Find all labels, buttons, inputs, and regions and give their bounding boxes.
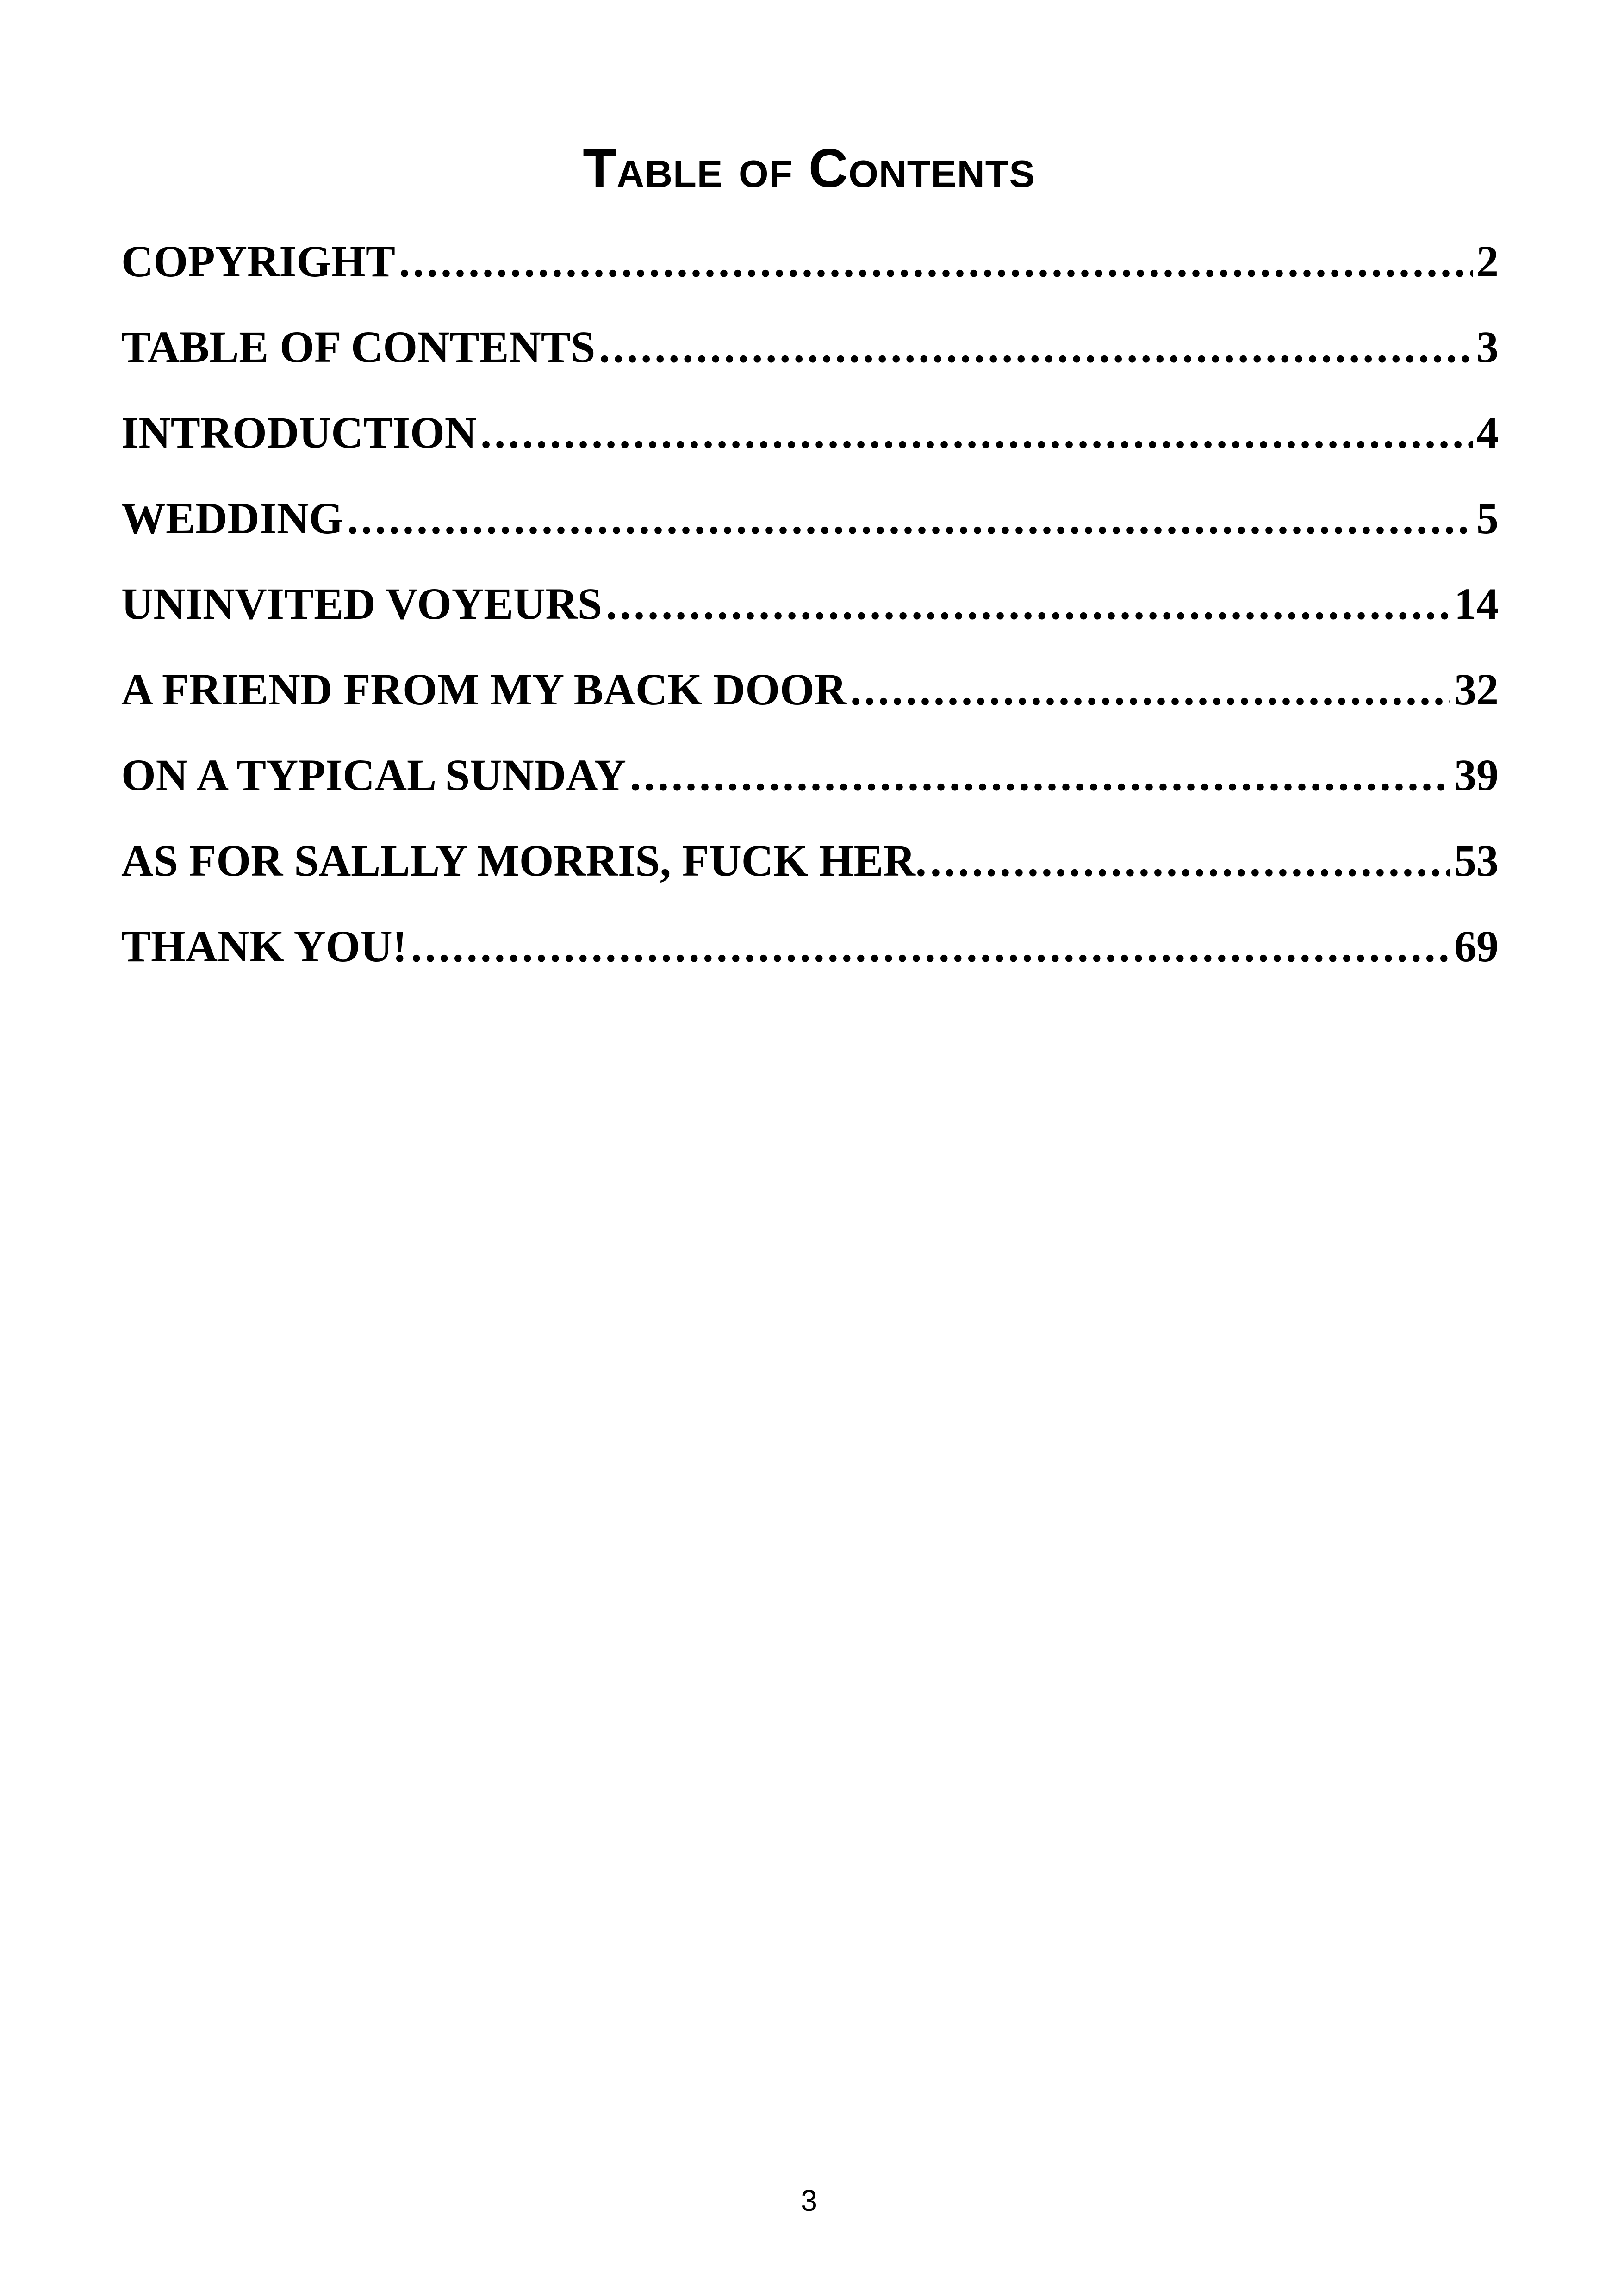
- toc-entry[interactable]: [121, 403, 1499, 488]
- toc-entry-title: WEDDING: [121, 493, 344, 543]
- page-title: Table of Contents: [583, 138, 1035, 199]
- toc-entry[interactable]: [121, 317, 1499, 403]
- toc-page-number: 53: [1454, 836, 1499, 885]
- toc-entry-title: COPYRIGHT: [121, 236, 396, 286]
- dot-leader: [480, 403, 1473, 463]
- toc-entry-title: AS FOR SALLLY MORRIS, FUCK HER.: [121, 836, 927, 885]
- dot-leader: [630, 745, 1450, 805]
- toc-entry-title: THANK YOU!: [121, 921, 407, 971]
- dot-leader: [411, 916, 1450, 977]
- toc-page-number: 2: [1476, 236, 1499, 286]
- toc-page-number: 5: [1476, 493, 1499, 543]
- dot-leader: [850, 660, 1450, 720]
- toc-entry[interactable]: [121, 831, 1499, 916]
- toc-page-number: 3: [1476, 322, 1499, 372]
- toc-page-number: 32: [1454, 665, 1499, 714]
- dot-leader: [930, 831, 1450, 891]
- toc-page-number: 4: [1476, 408, 1499, 457]
- toc-entry-title: TABLE OF CONTENTS: [121, 322, 596, 372]
- toc-entry[interactable]: [121, 231, 1499, 317]
- toc-entry[interactable]: [121, 574, 1499, 660]
- dot-leader: [347, 488, 1473, 548]
- page-number: 3: [801, 2184, 817, 2217]
- toc-entry[interactable]: [121, 916, 1499, 1002]
- toc-page-number: 39: [1454, 750, 1499, 800]
- table-of-contents: [121, 231, 1499, 1002]
- toc-entry[interactable]: [121, 488, 1499, 574]
- dot-leader: [599, 317, 1473, 377]
- toc-page-number: 69: [1454, 921, 1499, 971]
- dot-leader: [399, 231, 1473, 292]
- dot-leader: [606, 574, 1450, 634]
- toc-entry-title: A FRIEND FROM MY BACK DOOR: [121, 665, 847, 714]
- toc-entry[interactable]: [121, 660, 1499, 745]
- toc-entry-title: ON A TYPICAL SUNDAY: [121, 750, 626, 800]
- toc-entry[interactable]: [121, 745, 1499, 831]
- toc-entry-title: INTRODUCTION: [121, 408, 477, 457]
- toc-page-number: 14: [1454, 579, 1499, 628]
- toc-entry-title: UNINVITED VOYEURS: [121, 579, 603, 628]
